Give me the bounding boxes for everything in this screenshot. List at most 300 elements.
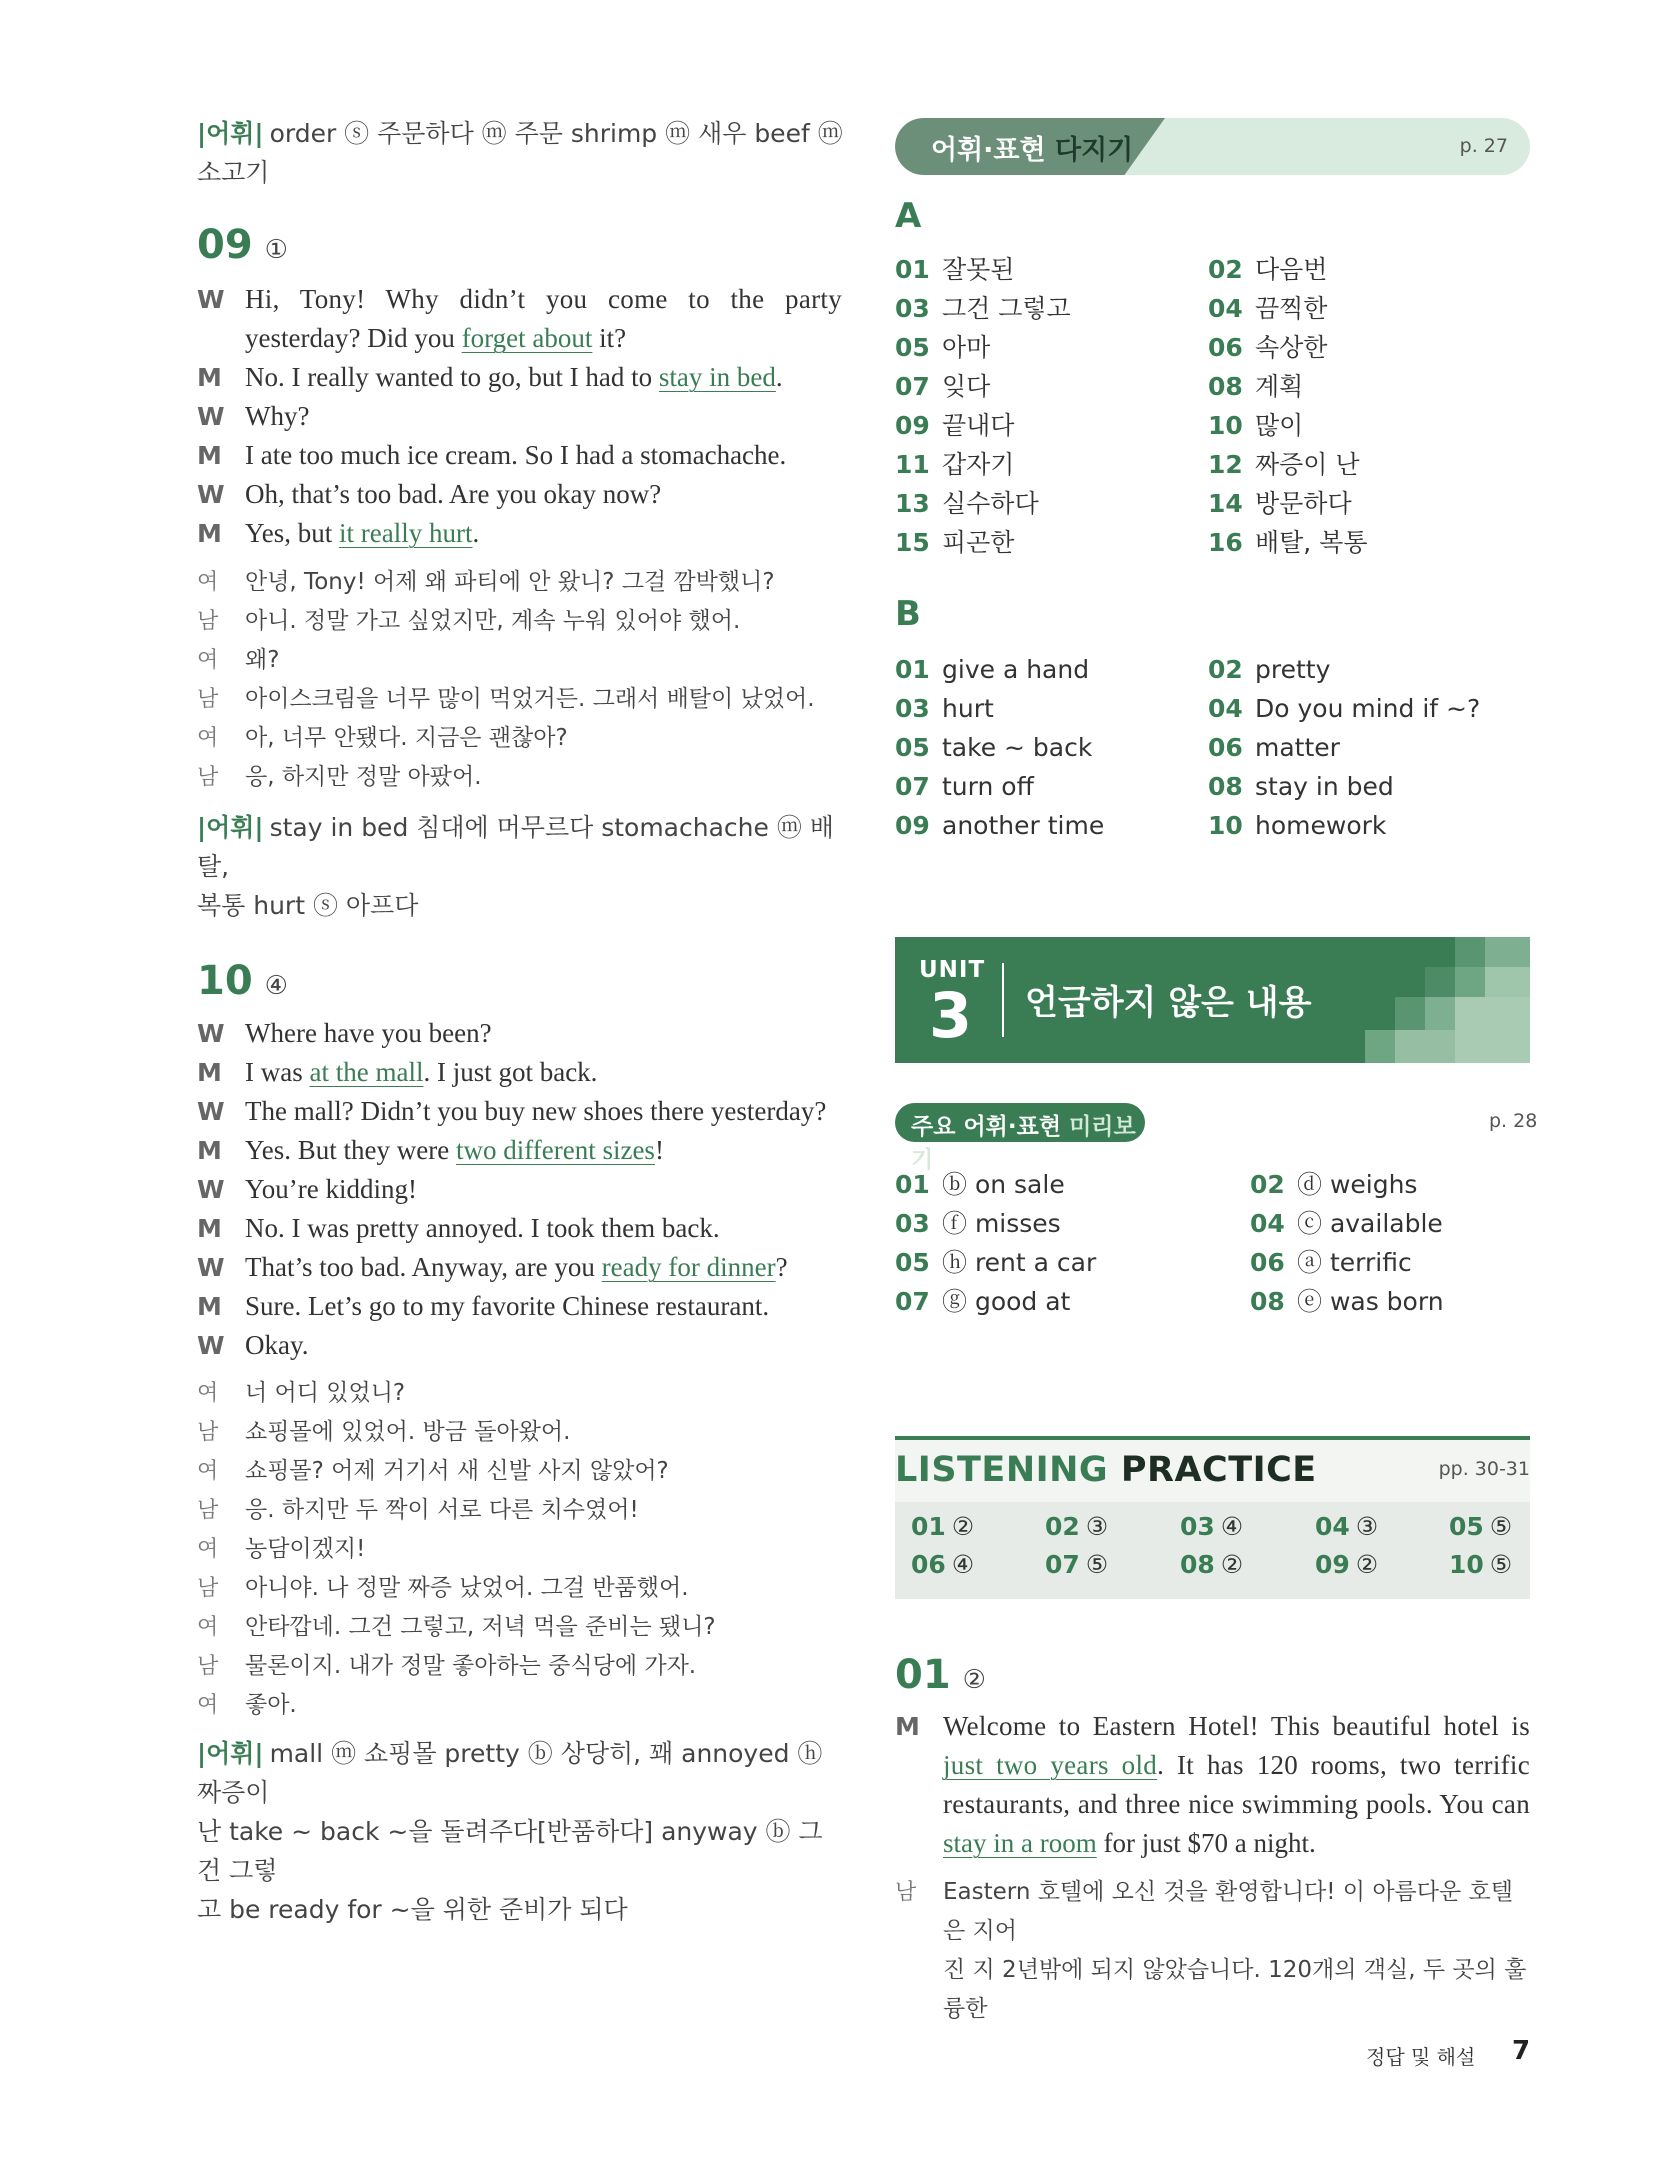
listening-answer <box>1045 1550 1108 1579</box>
text-segment: Hi, Tony! Why didn’t you come to the party <box>245 284 842 314</box>
vocab-line: mall ⓜ 쇼핑몰 pretty ⓑ 상당히, 꽤 annoyed ⓗ 짜증이 <box>197 1739 823 1807</box>
key-phrase: forget about <box>461 323 593 353</box>
item-number: 03 <box>895 694 930 723</box>
dialog-line <box>197 1287 842 1326</box>
answer-number: 09 <box>1315 1550 1350 1579</box>
translation-text: 왜? <box>245 647 280 673</box>
text-segment: Yes, but <box>245 518 340 548</box>
text-segment: I ate too much ice cream. So I had a stomachache. <box>245 440 787 470</box>
item-number: 13 <box>895 489 930 518</box>
translation-line <box>197 758 842 797</box>
speaker-label: M <box>197 363 222 392</box>
speaker-label: 남 <box>197 1654 219 1679</box>
item-text: matter <box>1255 733 1340 762</box>
speaker-label: 남 <box>197 687 219 712</box>
translation-text: 아, 너무 안됐다. 지금은 괜찮아? <box>245 725 568 751</box>
vocab-line: 고 be ready for ~을 위한 준비가 되다 <box>197 1895 628 1924</box>
banner-title-a: 어휘·표현 <box>931 135 1055 166</box>
item-number: 08 <box>1250 1287 1285 1316</box>
listening-answer <box>1315 1512 1378 1541</box>
speaker-label <box>895 1785 943 1824</box>
item-number: 01 <box>895 255 930 284</box>
vocab-tag: |어휘| <box>197 119 264 148</box>
text-segment: Why? <box>245 401 310 431</box>
speaker-label: 여 <box>197 1693 219 1718</box>
item-text: 속상한 <box>1255 333 1328 362</box>
translation-text: 응, 하지만 정말 아팠어. <box>245 764 482 790</box>
text-segment: That’s too bad. Anyway, are you <box>245 1252 602 1282</box>
text-segment: Yes. But they were <box>245 1135 456 1165</box>
item-number: 05 <box>895 733 930 762</box>
dialog-line <box>197 397 842 436</box>
speaker-label: W <box>197 1019 225 1048</box>
vocab-tag: |어휘| <box>197 813 264 842</box>
unit-number: 3 <box>929 979 973 1052</box>
dialog-line <box>895 1746 1530 1785</box>
item-number: 07 <box>895 372 930 401</box>
item-text: 방문하다 <box>1255 489 1352 518</box>
translation-text: 안녕, Tony! 어제 왜 파티에 안 왔니? 그걸 깜박했니? <box>245 569 775 595</box>
translation-line <box>197 719 842 758</box>
answer-choice: ③ <box>1085 1512 1109 1541</box>
item-text: 짜증이 난 <box>1255 450 1360 479</box>
speaker-label: 여 <box>197 1381 219 1406</box>
section-b-item <box>895 728 1208 767</box>
question-09-translation <box>197 563 842 797</box>
item-text: ⓒ available <box>1297 1209 1443 1238</box>
item-text: stay in bed <box>1255 772 1394 801</box>
speaker-label: M <box>197 1136 222 1165</box>
preview-title-b: 미리보기 <box>911 1114 1136 1173</box>
speaker-label: W <box>197 480 225 509</box>
translation-line <box>197 1413 842 1452</box>
unit-title: 언급하지 않은 내용 <box>1025 983 1312 1023</box>
item-number: 16 <box>1208 528 1243 557</box>
item-number: 01 <box>895 1170 930 1199</box>
text-segment: Okay. <box>245 1330 309 1360</box>
section-b-item <box>895 650 1208 689</box>
text-segment: No. I really wanted to go, but I had to <box>245 362 659 392</box>
dialog-text <box>245 319 842 358</box>
item-text: ⓖ good at <box>942 1287 1071 1316</box>
banner-page-ref: p. 27 <box>1459 135 1508 157</box>
listening-answer <box>911 1550 974 1579</box>
speaker-label: 남 <box>197 765 219 790</box>
item-text: 배탈, 복통 <box>1255 528 1368 557</box>
dialog-line <box>197 436 842 475</box>
footer-label: 정답 및 해설 <box>1366 2045 1476 2069</box>
speaker-label <box>895 1824 943 1863</box>
preview-item <box>895 1165 1250 1204</box>
answer-choice: ② <box>1220 1550 1244 1579</box>
text-segment: The mall? Didn’t you buy new shoes there yesterday? <box>245 1096 827 1126</box>
section-a-item <box>895 328 1208 367</box>
dialog-text <box>943 1707 1530 1746</box>
dialog-line <box>197 1092 842 1131</box>
listening-title <box>895 1450 1317 1490</box>
dialog-text <box>943 1785 1530 1824</box>
item-text: ⓔ was born <box>1297 1287 1444 1316</box>
key-phrase: just two years old <box>943 1750 1158 1780</box>
item-text: Do you mind if ~? <box>1255 694 1481 723</box>
answer-number: 04 <box>1315 1512 1350 1541</box>
section-a-item <box>895 445 1208 484</box>
dialog-text <box>245 397 842 436</box>
preview-list <box>895 1165 1530 1321</box>
speaker-label: M <box>197 1058 222 1087</box>
section-a-list <box>895 250 1521 562</box>
dialog-line <box>197 1014 842 1053</box>
listening-title-a: LISTENING <box>895 1450 1121 1490</box>
translation-text: 농담이겠지! <box>245 1536 366 1562</box>
dialog-line <box>197 475 842 514</box>
preview-item <box>895 1243 1250 1282</box>
answer-number: 06 <box>911 1550 946 1579</box>
speaker-label: W <box>197 285 225 314</box>
question-number: 01 <box>895 1652 951 1698</box>
section-a-item <box>1208 250 1521 289</box>
question-answer: ② <box>962 1665 986 1695</box>
item-number: 05 <box>895 333 930 362</box>
question-number: 10 <box>197 958 253 1004</box>
translation-line <box>197 1608 842 1647</box>
translation-text: 아니. 정말 가고 싶었지만, 계속 누워 있어야 했어. <box>245 608 741 634</box>
translation-line <box>197 1452 842 1491</box>
item-number: 10 <box>1208 811 1243 840</box>
item-number: 04 <box>1208 694 1243 723</box>
item-text: give a hand <box>942 655 1090 684</box>
item-number: 01 <box>895 655 930 684</box>
item-text: 계획 <box>1255 372 1304 401</box>
section-a-item <box>895 289 1208 328</box>
section-b-list <box>895 650 1521 845</box>
dialog-text <box>943 1746 1530 1785</box>
listening-answer <box>1449 1550 1512 1579</box>
answer-number: 01 <box>911 1512 946 1541</box>
item-text: 갑자기 <box>942 450 1015 479</box>
answer-choice: ④ <box>1220 1512 1244 1541</box>
speaker-label: 남 <box>895 1880 917 1905</box>
dialog-text <box>245 436 842 475</box>
listening-title-b: PRACTICE <box>1120 1450 1317 1490</box>
item-text: 그건 그렇고 <box>942 294 1071 323</box>
listening-answer <box>1180 1512 1243 1541</box>
preview-page-ref: p. 28 <box>1489 1110 1538 1132</box>
listening-answer <box>1315 1550 1378 1579</box>
vocab-review-banner <box>895 118 1530 175</box>
section-a-item <box>1208 523 1521 562</box>
translation-text: 아이스크림을 너무 많이 먹었거든. 그래서 배탈이 났었어. <box>245 686 815 712</box>
translation-text: 아니야. 나 정말 짜증 났었어. 그걸 반품했어. <box>245 1575 689 1601</box>
item-text: 잘못된 <box>942 255 1015 284</box>
answer-choice: ⑤ <box>1489 1512 1513 1541</box>
translation-line <box>197 1491 842 1530</box>
dialog-text <box>245 280 842 319</box>
section-b-letter: B <box>895 594 921 634</box>
text-segment: Oh, that’s too bad. Are you okay now? <box>245 479 662 509</box>
dialog-line <box>197 1131 842 1170</box>
dialog-text <box>943 1824 1530 1863</box>
dialog-text <box>245 475 842 514</box>
question-10-header <box>197 958 288 1004</box>
banner-title <box>931 128 1133 167</box>
dialog-line <box>197 358 842 397</box>
item-text: 실수하다 <box>942 489 1039 518</box>
unit-header <box>895 937 1530 1063</box>
item-text: 끝내다 <box>942 411 1015 440</box>
answer-number: 02 <box>1045 1512 1080 1541</box>
item-text: ⓕ misses <box>942 1209 1061 1238</box>
text-segment: . <box>775 362 783 392</box>
speaker-label: 여 <box>197 1537 219 1562</box>
dialog-text <box>245 1248 842 1287</box>
item-text: 끔찍한 <box>1255 294 1328 323</box>
section-b-item <box>895 689 1208 728</box>
answer-choice: ⑤ <box>1489 1550 1513 1579</box>
item-text: ⓐ terrific <box>1297 1248 1412 1277</box>
text-segment: You’re kidding! <box>245 1174 418 1204</box>
listening-page-ref: pp. 30-31 <box>1438 1458 1530 1480</box>
answer-choice: ③ <box>1355 1512 1379 1541</box>
translation-line <box>895 1873 1530 1951</box>
section-a-item <box>1208 406 1521 445</box>
section-a-item <box>1208 445 1521 484</box>
listening-answer <box>911 1512 974 1541</box>
page-number: 7 <box>1512 2036 1531 2066</box>
item-number: 09 <box>895 411 930 440</box>
text-segment: for just $70 a night. <box>1096 1828 1316 1858</box>
listening-answer <box>1449 1512 1512 1541</box>
speaker-label: 여 <box>197 570 219 595</box>
item-text: ⓗ rent a car <box>942 1248 1097 1277</box>
item-number: 09 <box>895 811 930 840</box>
dialog-text <box>245 1326 842 1365</box>
question-number: 09 <box>197 222 253 268</box>
text-segment: restaurants, and three nice swimming pools. You can <box>943 1789 1530 1819</box>
section-a-item <box>1208 289 1521 328</box>
translation-line <box>197 641 842 680</box>
item-number: 10 <box>1208 411 1243 440</box>
translation-line <box>197 602 842 641</box>
section-a-item <box>895 523 1208 562</box>
dialog-line <box>197 1209 842 1248</box>
item-text: 많이 <box>1255 411 1304 440</box>
speaker-label: 여 <box>197 1459 219 1484</box>
answer-number: 10 <box>1449 1550 1484 1579</box>
question-10-translation <box>197 1374 842 1725</box>
translation-line <box>197 1569 842 1608</box>
preview-title-a: 주요 어휘·표현 <box>911 1114 1070 1140</box>
text-segment: . <box>472 518 480 548</box>
dialog-line <box>895 1707 1530 1746</box>
translation-line <box>197 1374 842 1413</box>
section-a-item <box>1208 367 1521 406</box>
item-text: 잊다 <box>942 372 991 401</box>
speaker-label: 남 <box>197 1420 219 1445</box>
item-text: turn off <box>942 772 1034 801</box>
text-segment: ? <box>775 1252 788 1282</box>
speaker-label: W <box>197 1097 225 1126</box>
translation-text: 진 지 2년밖에 되지 않았습니다. 120개의 객실, 두 곳의 훌륭한 <box>943 1957 1527 2022</box>
dialog-text <box>245 1170 842 1209</box>
vocab-text: order ⓢ 주문하다 ⓜ 주문 shrimp ⓜ 새우 beef ⓜ 소고기 <box>197 119 843 187</box>
speaker-label: W <box>197 1331 225 1360</box>
translation-line <box>197 1686 842 1725</box>
speaker-label: M <box>895 1712 920 1741</box>
speaker-label: M <box>197 441 222 470</box>
speaker-label: W <box>197 402 225 431</box>
item-number: 12 <box>1208 450 1243 479</box>
section-b-item <box>1208 728 1521 767</box>
preview-item <box>1250 1243 1530 1282</box>
text-segment: Sure. Let’s go to my favorite Chinese restaurant. <box>245 1291 770 1321</box>
answer-number: 08 <box>1180 1550 1215 1579</box>
translation-text: 쇼핑몰? 어제 거기서 새 신발 사지 않았어? <box>245 1458 669 1484</box>
speaker-label: 남 <box>197 1498 219 1523</box>
text-segment: . It has 120 rooms, two terrific <box>1157 1750 1530 1780</box>
dialog-text <box>245 358 842 397</box>
question-09-header <box>197 222 288 268</box>
speaker-label: W <box>197 1253 225 1282</box>
speaker-label <box>895 1746 943 1785</box>
speaker-label: 여 <box>197 648 219 673</box>
section-a-letter: A <box>895 196 922 236</box>
text-segment: I was <box>245 1057 310 1087</box>
speaker-label: M <box>197 519 222 548</box>
answer-number: 03 <box>1180 1512 1215 1541</box>
vocab-line: 복통 hurt ⓢ 아프다 <box>197 891 419 920</box>
dialog-text <box>245 1209 842 1248</box>
vocab-tag: |어휘| <box>197 1739 264 1768</box>
item-number: 03 <box>895 294 930 323</box>
item-number: 06 <box>1208 733 1243 762</box>
preview-item <box>1250 1204 1530 1243</box>
item-text: pretty <box>1255 655 1331 684</box>
translation-text: 안타깝네. 그건 그렇고, 저녁 먹을 준비는 됐니? <box>245 1614 716 1640</box>
item-number: 02 <box>1250 1170 1285 1199</box>
speaker-label: 남 <box>197 609 219 634</box>
item-number: 08 <box>1208 772 1243 801</box>
item-text: take ~ back <box>942 733 1093 762</box>
dialog-line <box>895 1785 1530 1824</box>
vocab-note-top <box>197 114 847 192</box>
item-number: 06 <box>1250 1248 1285 1277</box>
speaker-label: 여 <box>197 726 219 751</box>
vocab-line: 난 take ~ back ~을 돌려주다[반품하다] anyway ⓑ 그건 그렇 <box>197 1817 823 1885</box>
item-text: ⓓ weighs <box>1297 1170 1418 1199</box>
listening-practice-header <box>895 1436 1530 1502</box>
dialog-line <box>197 1170 842 1209</box>
unit-divider <box>1002 963 1004 1037</box>
question-10-dialog <box>197 1014 842 1365</box>
translation-line <box>895 1951 1530 2029</box>
dialog-text <box>245 1287 842 1326</box>
dialog-line <box>197 1326 842 1365</box>
preview-pill <box>895 1103 1145 1173</box>
question-answer: ① <box>264 235 288 265</box>
preview-item <box>1250 1282 1530 1321</box>
translation-line <box>197 563 842 602</box>
preview-item <box>895 1204 1250 1243</box>
text-segment: . I just got back. <box>423 1057 598 1087</box>
section-b-item <box>895 806 1208 845</box>
answer-choice: ⑤ <box>1085 1550 1109 1579</box>
item-text: 아마 <box>942 333 991 362</box>
text-segment: yesterday? Did you <box>245 323 462 353</box>
banner-title-b: 다지기 <box>1055 135 1134 166</box>
translation-text: 응. 하지만 두 짝이 서로 다른 치수였어! <box>245 1497 639 1523</box>
speaker-label <box>895 1951 943 2029</box>
item-number: 02 <box>1208 255 1243 284</box>
item-text: 다음번 <box>1255 255 1328 284</box>
answer-number: 07 <box>1045 1550 1080 1579</box>
item-text: homework <box>1255 811 1387 840</box>
item-number: 15 <box>895 528 930 557</box>
translation-line <box>197 680 842 719</box>
vocab-line: stay in bed 침대에 머무르다 stomachache ⓜ 배탈, <box>197 813 834 881</box>
unit-label: UNIT <box>919 957 986 983</box>
key-phrase: stay in a room <box>943 1828 1097 1858</box>
section-b-item <box>1208 806 1521 845</box>
translation-text: 좋아. <box>245 1692 297 1718</box>
item-number: 04 <box>1250 1209 1285 1238</box>
speaker-label <box>197 319 245 358</box>
section-a-item <box>895 406 1208 445</box>
question-09-vocab <box>197 808 837 925</box>
dialog-line <box>895 1824 1530 1863</box>
dialog-line <box>197 514 842 553</box>
dialog-line <box>197 1248 842 1287</box>
translation-text: 물론이지. 내가 정말 좋아하는 중식당에 가자. <box>245 1653 697 1679</box>
answer-choice: ② <box>951 1512 975 1541</box>
item-text: hurt <box>942 694 994 723</box>
section-b-item <box>1208 689 1521 728</box>
text-segment: it? <box>592 323 627 353</box>
dialog-text <box>245 1131 842 1170</box>
key-phrase: two different sizes <box>456 1135 655 1165</box>
text-segment: Where have you been? <box>245 1018 492 1048</box>
question-01-translation <box>895 1873 1530 2029</box>
speaker-label: M <box>197 1214 222 1243</box>
key-phrase: stay in bed <box>658 362 776 392</box>
translation-text: Eastern 호텔에 오신 것을 환영합니다! 이 아름다운 호텔은 지어 <box>943 1879 1513 1944</box>
text-segment: ! <box>654 1135 664 1165</box>
key-phrase: it really hurt <box>339 518 473 548</box>
listening-answer <box>1180 1550 1243 1579</box>
preview-item <box>895 1282 1250 1321</box>
speaker-label: 남 <box>197 1576 219 1601</box>
section-a-item <box>895 367 1208 406</box>
item-number: 03 <box>895 1209 930 1238</box>
text-segment: No. I was pretty annoyed. I took them back. <box>245 1213 720 1243</box>
question-answer: ④ <box>264 971 288 1001</box>
section-b-item <box>1208 650 1521 689</box>
translation-line <box>197 1530 842 1569</box>
section-b-item <box>895 767 1208 806</box>
section-a-item <box>895 250 1208 289</box>
answer-number: 05 <box>1449 1512 1484 1541</box>
question-09-dialog <box>197 280 842 553</box>
item-number: 11 <box>895 450 930 479</box>
key-phrase: ready for dinner <box>601 1252 776 1282</box>
dialog-text <box>245 1014 842 1053</box>
question-01-dialog <box>895 1707 1530 1863</box>
translation-text: 쇼핑몰에 있었어. 방금 돌아왔어. <box>245 1419 571 1445</box>
section-a-item <box>1208 484 1521 523</box>
item-text: another time <box>942 811 1105 840</box>
listening-answer <box>1045 1512 1108 1541</box>
listening-answers <box>895 1502 1530 1599</box>
